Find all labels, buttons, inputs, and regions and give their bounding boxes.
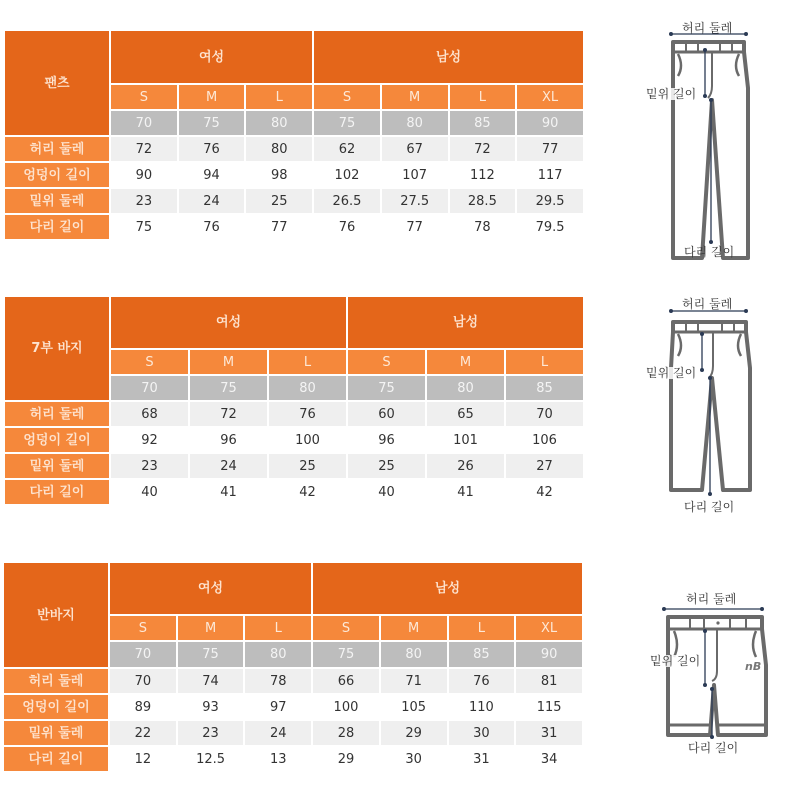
cell-value: 24 <box>245 721 311 745</box>
gender-header-women: 여성 <box>111 297 346 348</box>
table-row <box>5 454 583 478</box>
nb-logo-icon: nB <box>745 660 762 673</box>
row-label: 밑위 둘레 <box>5 454 109 478</box>
waist-number: 70 <box>111 376 188 400</box>
shorts-icon <box>650 585 800 760</box>
table-row <box>4 669 582 693</box>
cell-value: 70 <box>506 402 583 426</box>
cell-value: 68 <box>111 402 188 426</box>
cell-value: 31 <box>516 721 582 745</box>
row-label: 허리 둘레 <box>4 669 108 693</box>
waist-number: 85 <box>450 111 516 135</box>
size-label: L <box>246 85 312 109</box>
cell-value: 76 <box>179 215 245 239</box>
size-table-pants <box>3 29 585 241</box>
cell-value: 25 <box>269 454 346 478</box>
cell-value: 29 <box>381 721 447 745</box>
table-row <box>5 215 583 239</box>
cell-value: 23 <box>178 721 244 745</box>
cell-value: 30 <box>381 747 447 771</box>
cell-value: 107 <box>382 163 448 187</box>
leg-label: 다리 길이 <box>684 245 735 259</box>
table-row <box>4 747 582 771</box>
cell-value: 41 <box>427 480 504 504</box>
table-title: 팬츠 <box>5 31 109 135</box>
cell-value: 75 <box>111 215 177 239</box>
cell-value: 100 <box>269 428 346 452</box>
cell-value: 62 <box>314 137 380 161</box>
table-title: 반바지 <box>4 563 108 667</box>
size-label: S <box>313 616 379 640</box>
row-label: 밑위 둘레 <box>5 189 109 213</box>
gender-header-men: 남성 <box>314 31 583 83</box>
gender-header-men: 남성 <box>313 563 582 614</box>
cropped-pants-icon <box>640 298 800 520</box>
cell-value: 76 <box>314 215 380 239</box>
waist-number: 80 <box>381 642 447 667</box>
shorts-diagram <box>650 585 800 760</box>
cell-value: 100 <box>313 695 379 719</box>
cell-value: 13 <box>245 747 311 771</box>
waist-number: 85 <box>506 376 583 400</box>
waist-number: 80 <box>269 376 346 400</box>
size-label: L <box>245 616 311 640</box>
size-label: M <box>381 616 447 640</box>
cell-value: 92 <box>111 428 188 452</box>
cell-value: 70 <box>110 669 176 693</box>
cropped-pants-diagram <box>640 298 800 520</box>
cell-value: 106 <box>506 428 583 452</box>
waist-number: 90 <box>516 642 582 667</box>
pants-diagram <box>640 20 800 265</box>
cell-value: 81 <box>516 669 582 693</box>
size-label: M <box>382 85 448 109</box>
size-label: XL <box>516 616 582 640</box>
cell-value: 60 <box>348 402 425 426</box>
size-label: M <box>178 616 244 640</box>
row-label: 허리 둘레 <box>5 402 109 426</box>
row-label: 엉덩이 길이 <box>4 695 108 719</box>
cell-value: 22 <box>110 721 176 745</box>
cell-value: 67 <box>382 137 448 161</box>
size-label: L <box>506 350 583 374</box>
size-label: L <box>269 350 346 374</box>
waist-number: 70 <box>111 111 177 135</box>
leg-label: 다리 길이 <box>688 741 739 755</box>
cell-value: 78 <box>245 669 311 693</box>
size-label: S <box>110 616 176 640</box>
cell-value: 74 <box>178 669 244 693</box>
cell-value: 72 <box>190 402 267 426</box>
cell-value: 72 <box>111 137 177 161</box>
cell-value: 25 <box>246 189 312 213</box>
cell-value: 112 <box>450 163 516 187</box>
cell-value: 26 <box>427 454 504 478</box>
waist-number: 70 <box>110 642 176 667</box>
cell-value: 77 <box>517 137 583 161</box>
cell-value: 96 <box>190 428 267 452</box>
size-label: S <box>111 350 188 374</box>
cell-value: 72 <box>450 137 516 161</box>
cell-value: 30 <box>449 721 515 745</box>
cell-value: 94 <box>179 163 245 187</box>
waist-number: 80 <box>245 642 311 667</box>
cell-value: 24 <box>179 189 245 213</box>
waist-number: 75 <box>313 642 379 667</box>
cell-value: 110 <box>449 695 515 719</box>
waist-number: 75 <box>190 376 267 400</box>
row-label: 다리 길이 <box>4 747 108 771</box>
waist-number: 85 <box>449 642 515 667</box>
cell-value: 97 <box>245 695 311 719</box>
rise-label: 밑위 길이 <box>646 366 697 380</box>
table-row <box>5 402 583 426</box>
row-label: 다리 길이 <box>5 480 109 504</box>
cell-value: 42 <box>269 480 346 504</box>
waist-number: 80 <box>382 111 448 135</box>
cell-value: 102 <box>314 163 380 187</box>
cell-value: 98 <box>246 163 312 187</box>
cell-value: 23 <box>111 454 188 478</box>
cell-value: 31 <box>449 747 515 771</box>
size-label: L <box>450 85 516 109</box>
cell-value: 66 <box>313 669 379 693</box>
cell-value: 76 <box>269 402 346 426</box>
size-label: L <box>449 616 515 640</box>
row-label: 엉덩이 길이 <box>5 428 109 452</box>
cell-value: 93 <box>178 695 244 719</box>
table-row <box>5 163 583 187</box>
cell-value: 115 <box>516 695 582 719</box>
row-label: 허리 둘레 <box>5 137 109 161</box>
table-title: 7부 바지 <box>5 297 109 400</box>
gender-header-women: 여성 <box>111 31 312 83</box>
cell-value: 12 <box>110 747 176 771</box>
cell-value: 25 <box>348 454 425 478</box>
cell-value: 105 <box>381 695 447 719</box>
waist-number: 75 <box>314 111 380 135</box>
size-table-cropped-pants <box>3 295 585 506</box>
table-row <box>4 721 582 745</box>
cell-value: 29 <box>313 747 379 771</box>
table-row <box>5 428 583 452</box>
cell-value: 29.5 <box>517 189 583 213</box>
cell-value: 79.5 <box>517 215 583 239</box>
rise-label: 밑위 길이 <box>646 87 697 101</box>
cell-value: 27.5 <box>382 189 448 213</box>
cell-value: 89 <box>110 695 176 719</box>
cell-value: 65 <box>427 402 504 426</box>
size-label: M <box>179 85 245 109</box>
cell-value: 28 <box>313 721 379 745</box>
waist-number: 75 <box>179 111 245 135</box>
cell-value: 78 <box>450 215 516 239</box>
waist-number: 75 <box>178 642 244 667</box>
cell-value: 96 <box>348 428 425 452</box>
size-label: S <box>314 85 380 109</box>
table-row <box>4 695 582 719</box>
gender-header-women: 여성 <box>110 563 311 614</box>
waist-label: 허리 둘레 <box>686 592 737 606</box>
size-label: XL <box>517 85 583 109</box>
table-row <box>5 480 583 504</box>
cell-value: 28.5 <box>450 189 516 213</box>
cell-value: 12.5 <box>178 747 244 771</box>
cell-value: 80 <box>246 137 312 161</box>
size-table-shorts <box>2 561 584 773</box>
cell-value: 23 <box>111 189 177 213</box>
cell-value: 26.5 <box>314 189 380 213</box>
waist-number: 90 <box>517 111 583 135</box>
cell-value: 41 <box>190 480 267 504</box>
cell-value: 76 <box>449 669 515 693</box>
long-pants-icon <box>640 20 800 265</box>
cell-value: 77 <box>246 215 312 239</box>
cell-value: 76 <box>179 137 245 161</box>
cell-value: 24 <box>190 454 267 478</box>
cell-value: 42 <box>506 480 583 504</box>
cell-value: 40 <box>348 480 425 504</box>
size-label: S <box>111 85 177 109</box>
cell-value: 40 <box>111 480 188 504</box>
cell-value: 101 <box>427 428 504 452</box>
leg-label: 다리 길이 <box>684 500 735 514</box>
cell-value: 27 <box>506 454 583 478</box>
waist-number: 80 <box>427 376 504 400</box>
waist-label: 허리 둘레 <box>682 21 733 35</box>
table-row <box>5 189 583 213</box>
gender-header-men: 남성 <box>348 297 583 348</box>
size-label: M <box>427 350 504 374</box>
cell-value: 117 <box>517 163 583 187</box>
row-label: 엉덩이 길이 <box>5 163 109 187</box>
row-label: 다리 길이 <box>5 215 109 239</box>
cell-value: 71 <box>381 669 447 693</box>
size-label: S <box>348 350 425 374</box>
table-row <box>5 137 583 161</box>
rise-label: 밑위 길이 <box>650 654 701 668</box>
row-label: 밑위 둘레 <box>4 721 108 745</box>
size-label: M <box>190 350 267 374</box>
cell-value: 90 <box>111 163 177 187</box>
waist-label: 허리 둘레 <box>682 297 733 311</box>
cell-value: 34 <box>516 747 582 771</box>
waist-number: 80 <box>246 111 312 135</box>
cell-value: 77 <box>382 215 448 239</box>
waist-number: 75 <box>348 376 425 400</box>
